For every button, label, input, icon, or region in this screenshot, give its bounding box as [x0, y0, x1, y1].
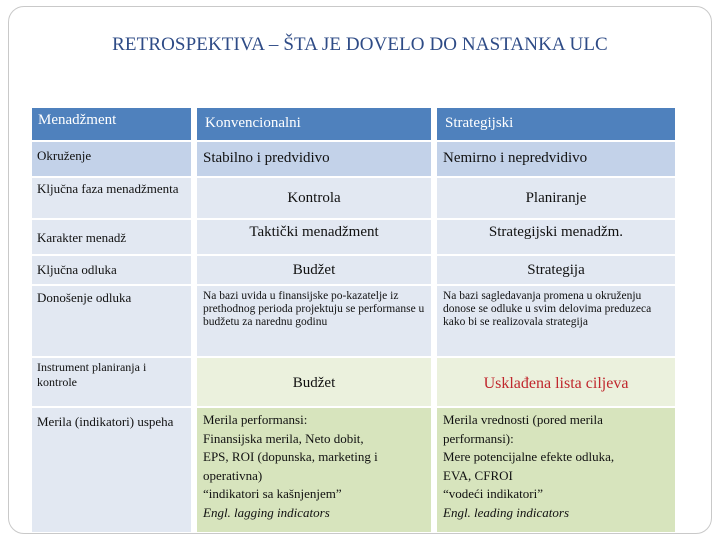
cell-key-phase-conventional: Kontrola — [197, 178, 431, 218]
indicators-strategic-line-6: Engl. leading indicators — [443, 504, 570, 520]
cell-character-strategic: Strategijski menadžm. — [437, 220, 675, 254]
indicators-conventional-line-6: Engl. lagging indicators — [203, 504, 330, 520]
cell-indicators-strategic — [437, 408, 675, 532]
indicators-strategic-line-3: Mere potencijalne efekte odluka, — [443, 449, 615, 464]
cell-instrument-conventional: Budžet — [197, 358, 431, 406]
indicators-strategic-line-2: performansi): — [443, 430, 514, 446]
cell-key-decision-strategic: Strategija — [437, 256, 675, 284]
row-label-success-indicators: Merila (indikatori) uspeha — [32, 408, 191, 532]
indicators-conventional-line-2: Finansijska merila, Neto dobit, — [203, 430, 364, 446]
slide-title: RETROSPEKTIVA – ŠTA JE DOVELO DO NASTANKA ULC — [112, 34, 608, 55]
header-conventional: Konvencionalni — [197, 108, 431, 140]
indicators-conventional-line-4: operativna) — [203, 467, 263, 483]
cell-environment-strategic: Nemirno i nepredvidivo — [437, 142, 675, 176]
header-management: Menadžment — [32, 108, 191, 140]
cell-key-decision-conventional: Budžet — [197, 256, 431, 284]
indicators-strategic-line-4: EVA, CFROI — [443, 467, 513, 483]
indicators-conventional-line-1: Merila performansi: — [203, 412, 308, 427]
row-label-key-phase: Ključna faza menadžmenta — [32, 178, 191, 218]
indicators-strategic-line-5: “vodeći indikatori” — [443, 486, 543, 501]
indicators-conventional-line-5: “indikatori sa kašnjenjem” — [203, 486, 342, 501]
cell-indicators-conventional — [197, 408, 431, 532]
cell-key-phase-strategic: Planiranje — [437, 178, 675, 218]
cell-environment-conventional: Stabilno i predvidivo — [197, 142, 431, 176]
row-label-key-decision: Ključna odluka — [32, 256, 191, 284]
cell-instrument-strategic: Usklađena lista ciljeva — [437, 358, 675, 406]
row-label-character: Karakter menadž — [32, 220, 191, 254]
cell-decision-making-strategic: Na bazi sagledavanja promena u okruženju donose se odluke u svim delovima preduzeca kako bi se realizovala strategija — [437, 286, 675, 356]
row-label-environment: Okruženje — [32, 142, 191, 176]
indicators-strategic-line-1: Merila vrednosti (pored merila — [443, 412, 603, 427]
row-label-instrument: Instrument planiranja i kontrole — [32, 358, 191, 406]
cell-character-conventional: Taktički menadžment — [197, 220, 431, 254]
row-label-decision-making: Donošenje odluka — [32, 286, 191, 356]
cell-decision-making-conventional: Na bazi uvida u finansijske po-kazatelje iz prethodnog perioda projektuju se performanse u budžetu za narednu godinu — [197, 286, 431, 356]
header-strategic: Strategijski — [437, 108, 675, 140]
indicators-conventional-line-3: EPS, ROI (dopunska, marketing i — [203, 449, 378, 464]
